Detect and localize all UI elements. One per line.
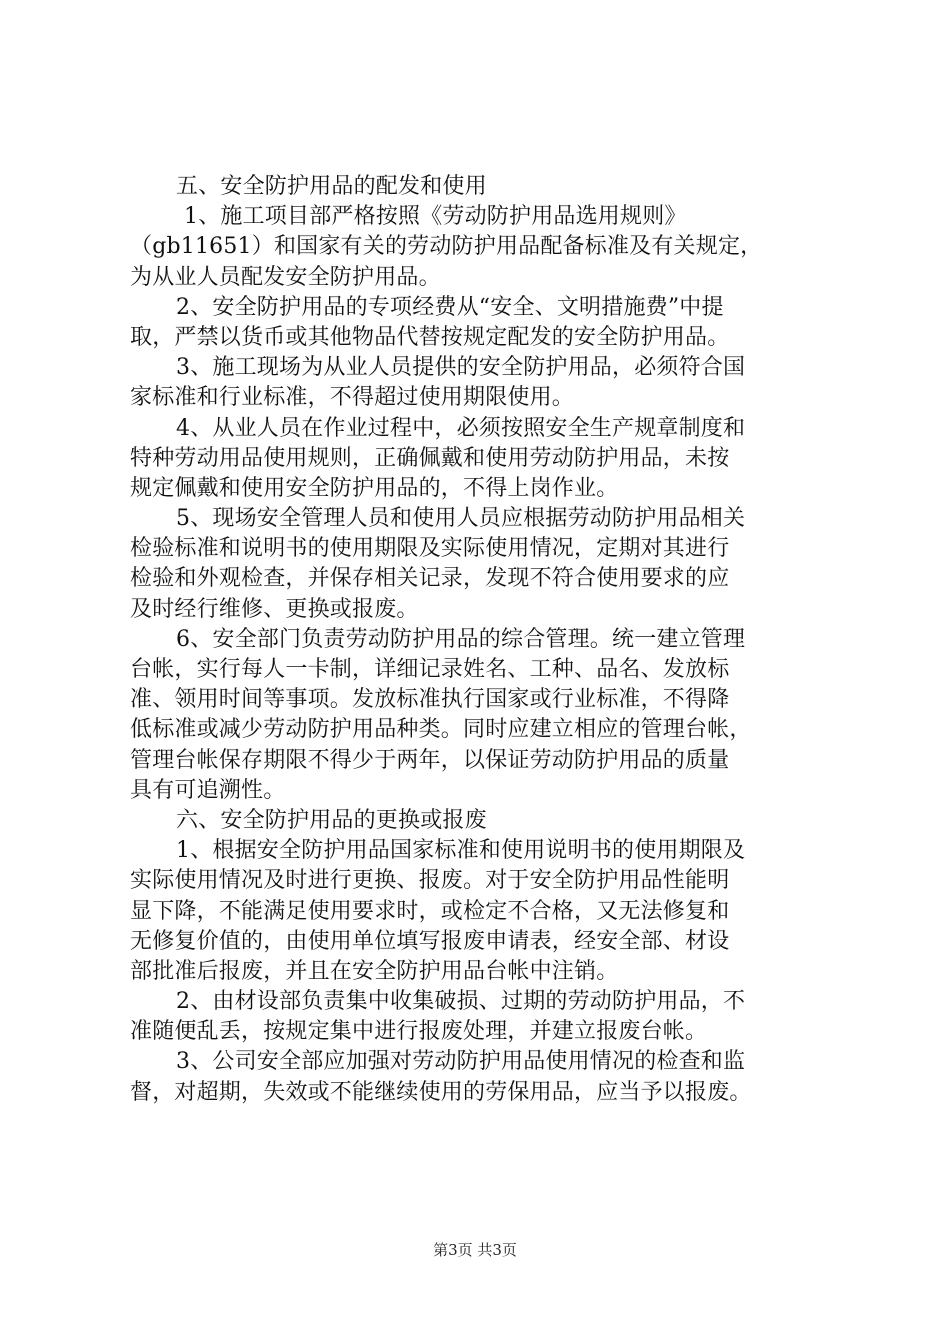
paragraph-line: 1、施工项目部严格按照《劳动防护用品选用规则》 xyxy=(184,204,687,230)
paragraph-line: 3、公司安全部应加强对劳动防护用品使用情况的检查和监 xyxy=(176,1049,746,1075)
page-footer: 第3页 共3页 xyxy=(433,1241,517,1259)
paragraph-line: 具有可追溯性。 xyxy=(130,777,286,803)
paragraph-line: 管理台帐保存期限不得少于两年，以保证劳动防护用品的质量 xyxy=(130,747,730,773)
paragraph-line: 1、根据安全防护用品国家标准和使用说明书的使用期限及 xyxy=(176,838,746,864)
paragraph-line: 及时经行维修、更换或报废。 xyxy=(130,596,419,622)
paragraph-line: 6、安全部门负责劳动防护用品的综合管理。统一建立管理 xyxy=(176,626,746,652)
paragraph-line: 4、从业人员在作业过程中，必须按照安全生产规章制度和 xyxy=(176,415,746,441)
section-heading: 六、安全防护用品的更换或报废 xyxy=(176,807,487,833)
paragraph-line: 规定佩戴和使用安全防护用品的，不得上岗作业。 xyxy=(130,475,619,501)
paragraph-line: （gb11651）和国家有关的劳动防护用品配备标准及有关规定， xyxy=(130,234,763,260)
paragraph-line: 台帐，实行每人一卡制，详细记录姓名、工种、品名、发放标 xyxy=(130,657,730,682)
paragraph-line: 部批准后报废，并且在安全防护用品台帐中注销。 xyxy=(130,958,619,984)
paragraph-line: 家标准和行业标准，不得超过使用期限使用。 xyxy=(130,385,575,411)
paragraph-line: 督，对超期，失效或不能继续使用的劳保用品，应当予以报废。 xyxy=(130,1079,752,1105)
paragraph-line: 检验标准和说明书的使用期限及实际使用情况，定期对其进行 xyxy=(130,536,730,562)
paragraph-line: 准随便乱丢，按规定集中进行报废处理，并建立报废台帐。 xyxy=(130,1019,708,1045)
paragraph-line: 准、领用时间等事项。发放标准执行国家或行业标准，不得降 xyxy=(130,687,730,713)
paragraph-line: 特种劳动用品使用规则，正确佩戴和使用劳动防护用品，未按 xyxy=(130,445,730,471)
paragraph-line: 3、施工现场为从业人员提供的安全防护用品，必须符合国 xyxy=(176,355,746,381)
document-body xyxy=(130,172,842,1108)
paragraph-line: 为从业人员配发安全防护用品。 xyxy=(130,264,441,290)
paragraph-line: 2、安全防护用品的专项经费从“安全、文明措施费”中提 xyxy=(176,294,724,320)
section-heading: 五、安全防护用品的配发和使用 xyxy=(176,174,487,199)
paragraph-line: 显下降，不能满足使用要求时，或检定不合格，又无法修复和 xyxy=(130,898,730,924)
paragraph-line: 无修复价值的，由使用单位填写报废申请表，经安全部、材设 xyxy=(130,928,730,954)
paragraph-line: 取，严禁以货币或其他物品代替按规定配发的安全防护用品。 xyxy=(130,324,730,350)
paragraph-line: 5、现场安全管理人员和使用人员应根据劳动防护用品相关 xyxy=(176,506,746,532)
paragraph-line: 2、由材设部负责集中收集破损、过期的劳动防护用品，不 xyxy=(176,989,746,1015)
paragraph-line: 检验和外观检查，并保存相关记录，发现不符合使用要求的应 xyxy=(130,566,730,592)
paragraph-line: 实际使用情况及时进行更换、报废。对于安全防护用品性能明 xyxy=(130,868,730,894)
paragraph-line: 低标准或减少劳动防护用品种类。同时应建立相应的管理台帐， xyxy=(130,717,752,743)
